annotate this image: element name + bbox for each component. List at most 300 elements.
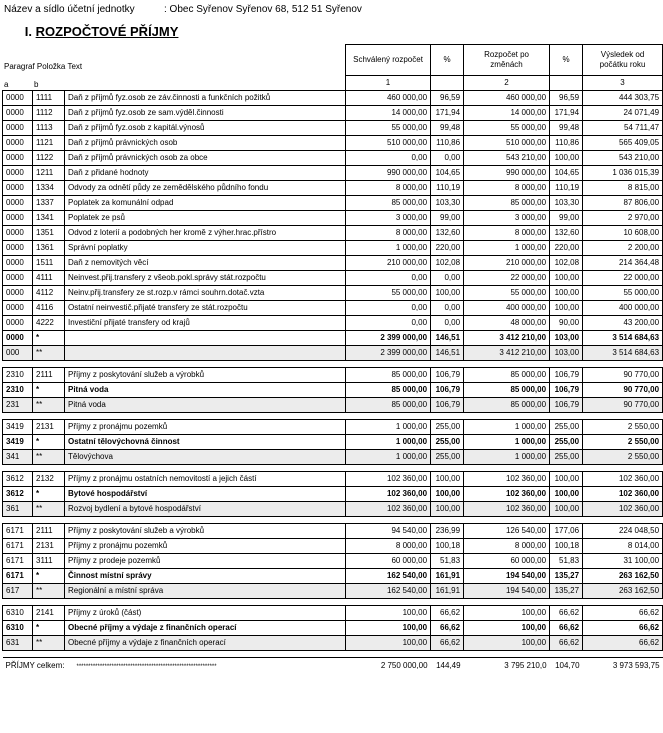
cell-result: 2 200,00 — [583, 240, 663, 255]
cell-item: ** — [33, 501, 65, 516]
cell-pct2: 100,00 — [550, 285, 583, 300]
cell-result: 24 071,49 — [583, 105, 663, 120]
cell-after-changes: 194 540,00 — [464, 568, 550, 583]
cell-paragraph: 0000 — [3, 285, 33, 300]
cell-text: Příjmy z poskytování služeb a výrobků — [65, 367, 346, 382]
cell-text: Daň z nemovitých věcí — [65, 255, 346, 270]
cell-after-changes: 990 000,00 — [464, 165, 550, 180]
cell-after-changes: 3 412 210,00 — [464, 345, 550, 360]
cell-item: 1361 — [33, 240, 65, 255]
cell-approved: 460 000,00 — [346, 90, 431, 105]
entity-value: : Obec Syřenov Syřenov 68, 512 51 Syřenov — [164, 4, 362, 15]
cell-paragraph: 0000 — [3, 195, 33, 210]
table-row — [3, 553, 663, 568]
cell-pct1: 66,62 — [431, 620, 464, 635]
cell-result: 3 514 684,63 — [583, 330, 663, 345]
cell-item: 1113 — [33, 120, 65, 135]
cell-pct2: 104,65 — [550, 165, 583, 180]
cell-after-changes: 1 000,00 — [464, 434, 550, 449]
cell-pct2: 135,27 — [550, 568, 583, 583]
group-total-row — [3, 635, 663, 650]
cell-after-changes: 8 000,00 — [464, 180, 550, 195]
subtotal-row — [3, 382, 663, 397]
cell-item: 2141 — [33, 605, 65, 620]
cell-pct1: 100,00 — [431, 471, 464, 486]
group-spacer — [3, 464, 663, 471]
cell-pct1: 236,99 — [431, 523, 464, 538]
cell-item: 4111 — [33, 270, 65, 285]
cell-approved: 3 000,00 — [346, 210, 431, 225]
entity-label: Název a sídlo účetní jednotky — [4, 4, 135, 15]
cell-pct1: 171,94 — [431, 105, 464, 120]
cell-item: ** — [33, 583, 65, 598]
table-row — [3, 195, 663, 210]
cell-result: 90 770,00 — [583, 397, 663, 412]
cell-approved: 210 000,00 — [346, 255, 431, 270]
cell-text: Příjmy z prodeje pozemků — [65, 553, 346, 568]
cell-pct2: 100,00 — [550, 150, 583, 165]
column-b-marker: b — [34, 80, 39, 89]
cell-after-changes: 8 000,00 — [464, 225, 550, 240]
table-row — [3, 605, 663, 620]
cell-pct1: 100,00 — [431, 486, 464, 501]
cell-paragraph: 0000 — [3, 270, 33, 285]
cell-pct2: 90,00 — [550, 315, 583, 330]
cell-after-changes: 100,00 — [464, 620, 550, 635]
cell-approved: 102 360,00 — [346, 501, 431, 516]
cell-pct1: 220,00 — [431, 240, 464, 255]
col-approved-budget: Schválený rozpočet — [346, 45, 431, 76]
cell-approved: 0,00 — [346, 300, 431, 315]
grand-total-c2: 3 795 210,0 — [464, 657, 550, 675]
cell-paragraph: 0000 — [3, 315, 33, 330]
cell-pct1: 0,00 — [431, 300, 464, 315]
cell-pct2: 110,19 — [550, 180, 583, 195]
cell-text: Příjmy z pronájmu ostatních nemovitostí a jejich částí — [65, 471, 346, 486]
table-row — [3, 120, 663, 135]
cell-text: Tělovýchova — [65, 449, 346, 464]
cell-pct2: 177,06 — [550, 523, 583, 538]
cell-pct1: 161,91 — [431, 568, 464, 583]
cell-paragraph: 2310 — [3, 382, 33, 397]
table-row — [3, 315, 663, 330]
cell-approved: 1 000,00 — [346, 449, 431, 464]
table-row — [3, 180, 663, 195]
cell-paragraph: 0000 — [3, 135, 33, 150]
cell-item: 2111 — [33, 367, 65, 382]
cell-after-changes: 14 000,00 — [464, 105, 550, 120]
column-a-marker: a — [4, 80, 9, 89]
subtotal-row — [3, 434, 663, 449]
cell-approved: 990 000,00 — [346, 165, 431, 180]
cell-pct2: 100,00 — [550, 471, 583, 486]
cell-text: Daň z příjmů fyz.osob z kapitál.výnosů — [65, 120, 346, 135]
cell-item: 1111 — [33, 90, 65, 105]
cell-item: 4112 — [33, 285, 65, 300]
cell-item: 1341 — [33, 210, 65, 225]
group-spacer — [3, 598, 663, 605]
cell-paragraph: 231 — [3, 397, 33, 412]
cell-paragraph: 631 — [3, 635, 33, 650]
cell-text: Daň z příjmů právnických osob za obce — [65, 150, 346, 165]
cell-paragraph: 0000 — [3, 330, 33, 345]
cell-pct2: 51,83 — [550, 553, 583, 568]
cell-pct2: 66,62 — [550, 605, 583, 620]
cell-pct2: 220,00 — [550, 240, 583, 255]
cell-pct1: 66,62 — [431, 605, 464, 620]
cell-paragraph: 0000 — [3, 105, 33, 120]
cell-pct1: 0,00 — [431, 150, 464, 165]
cell-text: Poplatek za komunální odpad — [65, 195, 346, 210]
table-row — [3, 135, 663, 150]
group-total-row — [3, 583, 663, 598]
cell-result: 55 000,00 — [583, 285, 663, 300]
grand-total-text: PŘÍJMY celkem: — [5, 660, 65, 670]
columns-left-label: Paragraf Položka Text — [4, 62, 83, 71]
cell-item: 2132 — [33, 471, 65, 486]
cell-paragraph: 3419 — [3, 419, 33, 434]
cell-approved: 100,00 — [346, 620, 431, 635]
cell-text: Investiční přijaté transfery od krajů — [65, 315, 346, 330]
cell-approved: 510 000,00 — [346, 135, 431, 150]
cell-paragraph: 6171 — [3, 553, 33, 568]
cell-result: 2 550,00 — [583, 449, 663, 464]
cell-result: 565 409,05 — [583, 135, 663, 150]
colnum-2: 2 — [464, 76, 550, 91]
group-total-row — [3, 397, 663, 412]
cell-after-changes: 55 000,00 — [464, 120, 550, 135]
group-spacer — [3, 516, 663, 523]
cell-result: 31 100,00 — [583, 553, 663, 568]
section-number: I. — [24, 24, 32, 39]
cell-pct2: 135,27 — [550, 583, 583, 598]
cell-item: ** — [33, 397, 65, 412]
cell-pct2: 100,00 — [550, 300, 583, 315]
cell-pct2: 99,00 — [550, 210, 583, 225]
cell-text: Pitná voda — [65, 397, 346, 412]
cell-approved: 100,00 — [346, 605, 431, 620]
cell-pct2: 255,00 — [550, 419, 583, 434]
cell-item: * — [33, 330, 65, 345]
cell-pct2: 102,08 — [550, 255, 583, 270]
cell-approved: 85 000,00 — [346, 367, 431, 382]
cell-pct1: 100,18 — [431, 538, 464, 553]
cell-item: 1121 — [33, 135, 65, 150]
cell-paragraph: 0000 — [3, 210, 33, 225]
cell-paragraph: 341 — [3, 449, 33, 464]
grand-total-label — [3, 657, 346, 675]
cell-text: Příjmy z pronájmu pozemků — [65, 538, 346, 553]
cell-result: 400 000,00 — [583, 300, 663, 315]
cell-approved: 162 540,00 — [346, 568, 431, 583]
cell-text: Neinv.přij.transfery ze st.rozp.v rámci souhrn.dotač.vzta — [65, 285, 346, 300]
cell-paragraph: 6171 — [3, 538, 33, 553]
cell-text: Regionální a místní správa — [65, 583, 346, 598]
subtotal-row — [3, 620, 663, 635]
cell-result: 8 014,00 — [583, 538, 663, 553]
table-row — [3, 90, 663, 105]
entity-header — [4, 4, 362, 15]
table-row — [3, 255, 663, 270]
cell-paragraph: 6310 — [3, 605, 33, 620]
table-row — [3, 270, 663, 285]
table-row — [3, 538, 663, 553]
cell-approved: 1 000,00 — [346, 434, 431, 449]
cell-pct1: 132,60 — [431, 225, 464, 240]
cell-after-changes: 126 540,00 — [464, 523, 550, 538]
cell-after-changes: 48 000,00 — [464, 315, 550, 330]
cell-pct1: 103,30 — [431, 195, 464, 210]
table-header-row — [3, 45, 663, 76]
cell-paragraph: 361 — [3, 501, 33, 516]
cell-after-changes: 510 000,00 — [464, 135, 550, 150]
cell-after-changes: 102 360,00 — [464, 501, 550, 516]
cell-result: 90 770,00 — [583, 382, 663, 397]
cell-text: Obecné příjmy a výdaje z finančních operací — [65, 635, 346, 650]
cell-item: 1122 — [33, 150, 65, 165]
cell-pct1: 161,91 — [431, 583, 464, 598]
cell-paragraph: 3419 — [3, 434, 33, 449]
cell-text: Činnost místní správy — [65, 568, 346, 583]
cell-approved: 8 000,00 — [346, 180, 431, 195]
cell-text: Daň z přidané hodnoty — [65, 165, 346, 180]
cell-result: 102 360,00 — [583, 471, 663, 486]
cell-paragraph: 0000 — [3, 120, 33, 135]
cell-approved: 85 000,00 — [346, 397, 431, 412]
cell-item: ** — [33, 635, 65, 650]
cell-result: 543 210,00 — [583, 150, 663, 165]
cell-paragraph: 0000 — [3, 150, 33, 165]
cell-approved: 1 000,00 — [346, 240, 431, 255]
cell-after-changes: 543 210,00 — [464, 150, 550, 165]
cell-pct1: 96,59 — [431, 90, 464, 105]
cell-after-changes: 194 540,00 — [464, 583, 550, 598]
cell-result: 444 303,75 — [583, 90, 663, 105]
revenue-table — [2, 44, 663, 675]
cell-pct2: 255,00 — [550, 434, 583, 449]
cell-pct1: 99,00 — [431, 210, 464, 225]
cell-pct1: 255,00 — [431, 449, 464, 464]
cell-result: 263 162,50 — [583, 568, 663, 583]
cell-result: 214 364,48 — [583, 255, 663, 270]
cell-paragraph: 3612 — [3, 471, 33, 486]
cell-result: 102 360,00 — [583, 486, 663, 501]
cell-after-changes: 22 000,00 — [464, 270, 550, 285]
cell-approved: 102 360,00 — [346, 471, 431, 486]
cell-text: Příjmy z úroků (část) — [65, 605, 346, 620]
cell-approved: 94 540,00 — [346, 523, 431, 538]
group-total-row — [3, 501, 663, 516]
table-row — [3, 523, 663, 538]
cell-text: Daň z příjmů fyz.osob ze záv.činnosti a funkčních požitků — [65, 90, 346, 105]
cell-approved: 55 000,00 — [346, 120, 431, 135]
cell-item: 4116 — [33, 300, 65, 315]
cell-text: Daň z příjmů fyz.osob ze sam.výděl.činnosti — [65, 105, 346, 120]
cell-item: 1351 — [33, 225, 65, 240]
cell-pct1: 106,79 — [431, 397, 464, 412]
cell-approved: 60 000,00 — [346, 553, 431, 568]
cell-paragraph: 0000 — [3, 180, 33, 195]
cell-text: Poplatek ze psů — [65, 210, 346, 225]
cell-approved: 162 540,00 — [346, 583, 431, 598]
table-row — [3, 105, 663, 120]
cell-after-changes: 210 000,00 — [464, 255, 550, 270]
cell-result: 66,62 — [583, 620, 663, 635]
cell-pct1: 255,00 — [431, 434, 464, 449]
cell-pct1: 110,19 — [431, 180, 464, 195]
table-row — [3, 471, 663, 486]
cell-result: 54 711,47 — [583, 120, 663, 135]
cell-result: 102 360,00 — [583, 501, 663, 516]
cell-after-changes: 102 360,00 — [464, 471, 550, 486]
cell-approved: 0,00 — [346, 270, 431, 285]
cell-text: Správní poplatky — [65, 240, 346, 255]
cell-item: ** — [33, 449, 65, 464]
cell-pct1: 106,79 — [431, 367, 464, 382]
cell-pct1: 104,65 — [431, 165, 464, 180]
cell-result: 224 048,50 — [583, 523, 663, 538]
cell-text: Odvod z loterií a podobných her kromě z výher.hrac.přístro — [65, 225, 346, 240]
table-row — [3, 225, 663, 240]
cell-pct1: 255,00 — [431, 419, 464, 434]
cell-pct2: 171,94 — [550, 105, 583, 120]
col-pct-1: % — [431, 45, 464, 76]
cell-pct2: 110,86 — [550, 135, 583, 150]
cell-item: * — [33, 486, 65, 501]
cell-pct2: 100,00 — [550, 270, 583, 285]
cell-after-changes: 85 000,00 — [464, 382, 550, 397]
cell-after-changes: 400 000,00 — [464, 300, 550, 315]
grand-total-p2: 104,70 — [550, 657, 583, 675]
cell-paragraph: 0000 — [3, 300, 33, 315]
cell-item: * — [33, 568, 65, 583]
cell-approved: 1 000,00 — [346, 419, 431, 434]
cell-text: Ostatní neinvestič.přijaté transfery ze stát.rozpočtu — [65, 300, 346, 315]
cell-approved: 85 000,00 — [346, 195, 431, 210]
cell-pct1: 106,79 — [431, 382, 464, 397]
cell-approved: 8 000,00 — [346, 225, 431, 240]
cell-pct1: 0,00 — [431, 315, 464, 330]
cell-paragraph: 0000 — [3, 90, 33, 105]
cell-after-changes: 1 000,00 — [464, 449, 550, 464]
cell-pct2: 106,79 — [550, 397, 583, 412]
table-row — [3, 285, 663, 300]
grand-total-p1: 144,49 — [431, 657, 464, 675]
cell-pct2: 103,30 — [550, 195, 583, 210]
cell-after-changes: 1 000,00 — [464, 419, 550, 434]
cell-result: 66,62 — [583, 605, 663, 620]
cell-after-changes: 1 000,00 — [464, 240, 550, 255]
group-spacer — [3, 360, 663, 367]
cell-pct2: 100,00 — [550, 501, 583, 516]
cell-after-changes: 85 000,00 — [464, 367, 550, 382]
cell-paragraph: 0000 — [3, 240, 33, 255]
cell-after-changes: 100,00 — [464, 605, 550, 620]
col-budget-after-changes: Rozpočet po změnách — [464, 45, 550, 76]
group-spacer — [3, 412, 663, 419]
grand-total-row — [3, 657, 663, 675]
section-name: ROZPOČTOVÉ PŘÍJMY — [35, 24, 179, 39]
cell-result: 8 815,00 — [583, 180, 663, 195]
cell-result: 263 162,50 — [583, 583, 663, 598]
table-row — [3, 419, 663, 434]
table-colnum-row — [3, 76, 663, 91]
cell-item: 3111 — [33, 553, 65, 568]
cell-result: 1 036 015,39 — [583, 165, 663, 180]
cell-pct2: 255,00 — [550, 449, 583, 464]
cell-after-changes: 3 412 210,00 — [464, 330, 550, 345]
cell-text: Příjmy z poskytování služeb a výrobků — [65, 523, 346, 538]
cell-item: 1334 — [33, 180, 65, 195]
cell-text — [65, 330, 346, 345]
cell-approved: 85 000,00 — [346, 382, 431, 397]
cell-pct1: 100,00 — [431, 285, 464, 300]
cell-after-changes: 100,00 — [464, 635, 550, 650]
cell-result: 2 970,00 — [583, 210, 663, 225]
colnum-3: 3 — [583, 76, 663, 91]
cell-approved: 0,00 — [346, 315, 431, 330]
cell-pct2: 96,59 — [550, 90, 583, 105]
cell-result: 43 200,00 — [583, 315, 663, 330]
cell-pct2: 66,62 — [550, 620, 583, 635]
group-total-row — [3, 449, 663, 464]
cell-after-changes: 8 000,00 — [464, 538, 550, 553]
cell-text: Obecné příjmy a výdaje z finančních operací — [65, 620, 346, 635]
cell-result: 10 608,00 — [583, 225, 663, 240]
cell-item: 4222 — [33, 315, 65, 330]
cell-result: 22 000,00 — [583, 270, 663, 285]
cell-item: 1211 — [33, 165, 65, 180]
cell-after-changes: 102 360,00 — [464, 486, 550, 501]
cell-pct1: 99,48 — [431, 120, 464, 135]
cell-pct1: 146,51 — [431, 345, 464, 360]
cell-text: Odvody za odnětí půdy ze zemědělského půdního fondu — [65, 180, 346, 195]
cell-approved: 2 399 000,00 — [346, 330, 431, 345]
cell-approved: 14 000,00 — [346, 105, 431, 120]
table-row — [3, 367, 663, 382]
grand-total-stars: ************************************************************ — [76, 663, 217, 670]
cell-result: 87 806,00 — [583, 195, 663, 210]
cell-text: Příjmy z pronájmu pozemků — [65, 419, 346, 434]
cell-after-changes: 85 000,00 — [464, 195, 550, 210]
cell-item: 1112 — [33, 105, 65, 120]
cell-text: Rozvoj bydlení a bytové hospodářství — [65, 501, 346, 516]
grand-total-c1: 2 750 000,00 — [346, 657, 431, 675]
cell-after-changes: 60 000,00 — [464, 553, 550, 568]
cell-text — [65, 345, 346, 360]
cell-pct1: 0,00 — [431, 270, 464, 285]
cell-approved: 102 360,00 — [346, 486, 431, 501]
cell-pct1: 51,83 — [431, 553, 464, 568]
colnum-1: 1 — [346, 76, 431, 91]
cell-text: Daň z příjmů právnických osob — [65, 135, 346, 150]
cell-paragraph: 0000 — [3, 255, 33, 270]
cell-after-changes: 55 000,00 — [464, 285, 550, 300]
cell-text: Pitná voda — [65, 382, 346, 397]
section-title — [4, 24, 178, 39]
cell-paragraph: 3612 — [3, 486, 33, 501]
cell-item: 1511 — [33, 255, 65, 270]
cell-pct1: 102,08 — [431, 255, 464, 270]
cell-result: 90 770,00 — [583, 367, 663, 382]
grand-total-c3: 3 973 593,75 — [583, 657, 663, 675]
cell-after-changes: 460 000,00 — [464, 90, 550, 105]
cell-item: 1337 — [33, 195, 65, 210]
cell-paragraph: 6171 — [3, 568, 33, 583]
cell-approved: 55 000,00 — [346, 285, 431, 300]
cell-approved: 100,00 — [346, 635, 431, 650]
cell-after-changes: 85 000,00 — [464, 397, 550, 412]
